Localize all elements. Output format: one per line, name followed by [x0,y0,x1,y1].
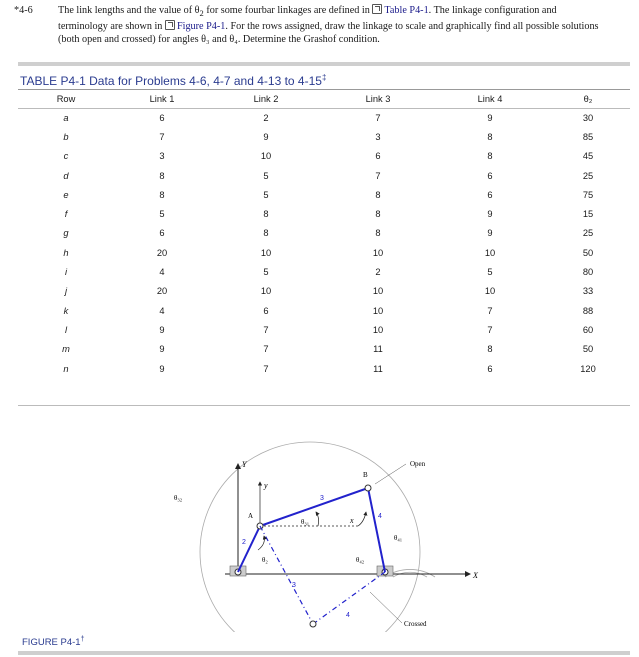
table-header-row [18,90,630,108]
label-A: A [248,512,254,520]
table-cell: 3 [375,131,381,142]
problem-text-part: (both open and crossed) for angles θ₃ and θ₄. Determine the Grashof condition. [58,34,380,46]
table-cell: 85 [582,131,594,142]
table-cell: 50 [582,247,594,258]
table-cell: 2 [263,112,269,123]
row-id-cell: h [63,247,69,258]
figure-reference-link[interactable]: Figure P4-1 [176,21,226,33]
table-cell: 8 [487,344,493,355]
table-cell: 8 [159,189,165,200]
theta-subscript: 2 [199,8,204,19]
table-cell: 88 [582,305,594,316]
table-cell: 10 [260,151,272,162]
label-link3: 3 [320,495,324,502]
table-cell: 10 [260,286,272,297]
table-cell: 8 [263,209,269,220]
table-cell: 6 [159,112,165,123]
problem-text [58,4,638,46]
table-cell: 10 [372,305,384,316]
table-cell: 8 [375,209,381,220]
theta41-arrow [358,512,366,526]
label-link4: 4 [378,513,382,520]
table-cell: 25 [582,170,594,181]
link-2 [238,526,260,572]
label-theta2: θ₂ [262,556,268,564]
problem-text-part: . The linkage configuration and [428,5,557,16]
table-cell: 8 [263,228,269,239]
label-theta41: θ₄₁ [394,534,403,542]
table-cell: 7 [487,305,493,316]
table-row [18,185,630,204]
table-cell: 6 [487,363,493,374]
label-y: y [264,481,268,490]
col-header-row: Row [56,94,76,104]
problem-text-part: for some fourbar linkages are defined in [203,5,373,16]
link-3-crossed [260,526,313,624]
table-cell: 10 [484,247,496,258]
pin-b-crossed [310,621,316,627]
table-cell: 9 [263,131,269,142]
table-cell: 6 [159,228,165,239]
table-cell: 10 [260,247,272,258]
table-cell: 45 [582,151,594,162]
table-cell: 9 [487,209,493,220]
table-row [18,166,630,185]
figure-caption [22,636,85,648]
label-crossed: Crossed [404,620,427,628]
footer-divider [18,651,630,655]
col-header-link2: Link 2 [253,94,279,104]
label-link2: 2 [242,539,246,546]
row-id-cell: j [64,286,68,297]
label-x: x [350,516,354,525]
label-theta32: θ₃₂ [174,494,183,502]
table-row [18,301,630,320]
col-header-link3: Link 3 [365,94,391,104]
table-cell: 50 [582,344,594,355]
table-title-text: TABLE P4-1 Data for Problems 4-6, 4-7 and 4-13 to 4-15 [20,74,322,88]
table-row [18,359,630,378]
label-open: Open [410,460,426,468]
table-cell: 6 [263,305,269,316]
figure-caption-text: FIGURE P4-1 [22,637,81,649]
row-id-cell: m [62,344,70,355]
table-cell: 6 [487,170,493,181]
table-row [18,340,630,359]
table-cell: 75 [582,189,594,200]
row-id-cell: e [63,189,69,200]
table-cell: 7 [263,363,269,374]
row-id-cell: b [63,131,69,142]
table-row [18,320,630,339]
table-row [18,127,630,146]
table-cell: 25 [582,228,594,239]
table-cell: 7 [487,324,493,335]
table-cell: 10 [372,247,384,258]
table-row [18,204,630,223]
row-id-cell: n [63,363,69,374]
table-cell: 60 [582,324,594,335]
table-cell: 5 [263,189,269,200]
theta2-arrow [258,536,264,550]
problem-text-part: The link lengths and the value of θ [58,5,200,16]
link-icon [165,20,175,30]
table-row [18,262,630,281]
table-cell: 9 [159,363,165,374]
table-cell: 10 [372,324,384,335]
table-cell: 6 [487,189,493,200]
row-id-cell: a [63,112,69,123]
table-title [20,73,326,88]
table-cell: 4 [159,305,165,316]
problem-text-part: . For the rows assigned, draw the linkage to scale and graphically find all possible solutions [225,21,599,33]
pin-b-open [365,485,371,491]
table-cell: 6 [375,151,381,162]
table-cell: 8 [487,131,493,142]
table-cell: 20 [156,286,168,297]
row-id-cell: f [64,209,68,220]
label-link3-crossed: 3 [292,582,296,589]
table-cell: 7 [159,131,165,142]
col-header-link4: Link 4 [477,94,503,104]
table-cell: 9 [487,228,493,239]
table-cell: 10 [484,286,496,297]
table-body [18,108,630,378]
table-row [18,243,630,262]
link-icon [372,4,382,14]
theta4-arc-inner [393,572,427,577]
fourbar-linkage-figure [170,432,480,632]
problem-number: *4-6 [14,5,33,16]
row-id-cell: i [64,267,68,278]
table-cell: 9 [159,344,165,355]
table-row [18,147,630,166]
link-4-open [368,488,385,572]
table-reference-link[interactable]: Table P4-1 [384,5,429,16]
table-cell: 8 [159,170,165,181]
label-link4-crossed: 4 [346,612,350,619]
table-cell: 2 [375,267,381,278]
table-title-footnote-mark: ‡ [321,73,327,82]
table-cell: 20 [156,247,168,258]
table-cell: 33 [582,286,594,297]
table-cell: 3 [159,151,165,162]
path-circle [200,442,420,632]
crossed-leader-line [370,592,402,623]
label-X: X [473,571,478,580]
label-theta31: θ₃₁ [301,518,310,526]
table-row [18,108,630,127]
table-cell: 8 [375,228,381,239]
problem-text-part: terminology are shown in [58,21,165,33]
table-bottom-rule [18,405,630,406]
table-cell: 9 [159,324,165,335]
table-cell: 5 [263,267,269,278]
table-cell: 30 [582,112,594,123]
table-cell: 8 [487,151,493,162]
table-row [18,224,630,243]
table-cell: 10 [372,286,384,297]
table-cell: 9 [487,112,493,123]
section-divider [18,62,630,66]
table-cell: 7 [263,324,269,335]
table-cell: 11 [373,344,383,355]
row-id-cell: c [63,151,69,162]
label-B: B [363,471,368,479]
table-cell: 7 [375,112,381,123]
table-cell: 7 [375,170,381,181]
row-id-cell: d [63,170,69,181]
col-header-theta2: θ₂ [583,94,593,104]
table-cell: 4 [159,267,165,278]
label-theta42: θ₄₂ [356,556,365,564]
table-row [18,282,630,301]
col-header-link1: Link 1 [149,94,175,104]
table-cell: 8 [375,189,381,200]
theta31-arrow [316,512,319,526]
table-cell: 5 [263,170,269,181]
data-table [18,90,630,378]
table-cell: 5 [159,209,165,220]
row-id-cell: l [64,324,68,335]
table-cell: 120 [580,363,596,374]
table-cell: 11 [373,363,383,374]
table-cell: 5 [487,267,493,278]
table-cell: 7 [263,344,269,355]
table-cell: 80 [582,267,594,278]
row-id-cell: k [63,305,69,316]
figure-caption-footnote-mark: † [80,636,85,643]
table-cell: 15 [582,209,594,220]
row-id-cell: g [63,228,69,239]
label-Y: Y [242,460,247,469]
